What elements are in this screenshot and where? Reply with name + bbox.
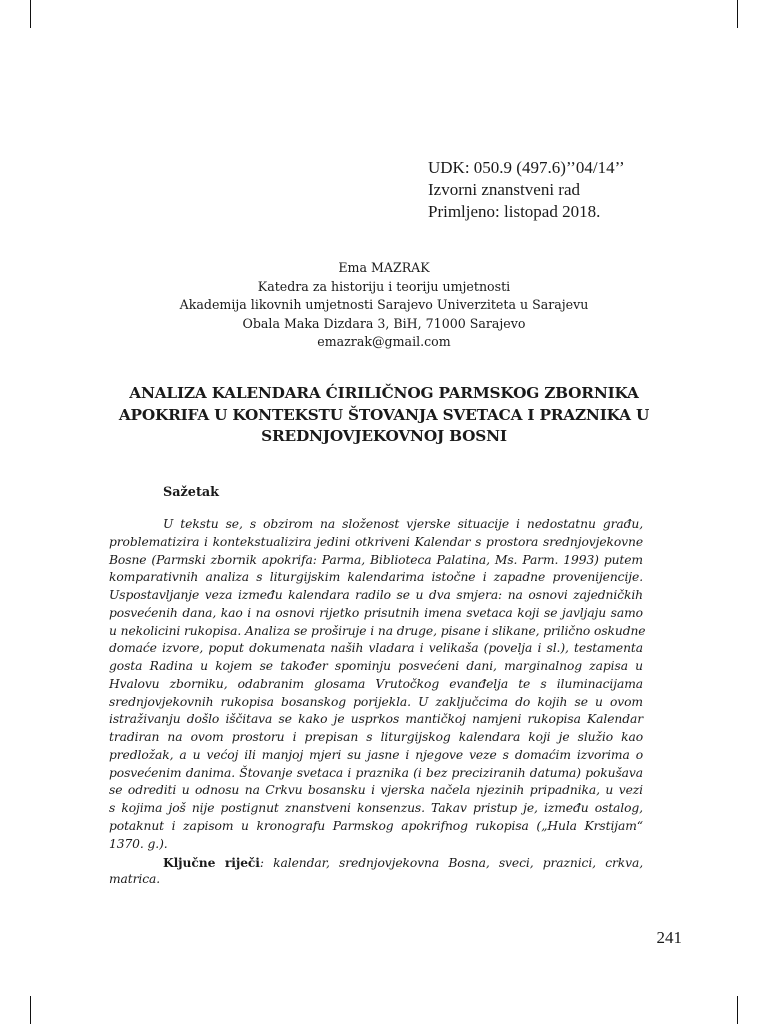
abstract-line: domaće izvore, poput dokumenata naših vladara i velikaša (povelja i sl.), testamenta [109, 641, 643, 656]
abstract-line: tradiran na ovom prostoru i prepisan s liturgijskog kalendara koji je služio kao [109, 730, 643, 745]
author-email: emazrak@gmail.com [317, 334, 451, 350]
abstract-line: s kojima još nije postignut znanstveni konsenzus. Takav pristup je, između ostalog, [109, 801, 643, 816]
author-department: Katedra za historiju i teoriju umjetnosti [257, 278, 511, 294]
abstract-line: posvećenih dana, kao i na osnovi rijetko prisutnih imena svetaca koji se javljaju samo [109, 605, 643, 620]
received-date: Primljeno: listopad 2018. [428, 202, 601, 221]
title-line: SREDNJOVJEKOVNOJ BOSNI [261, 427, 507, 445]
article-meta [428, 157, 748, 223]
paper-type: Izvorni znanstveni rad [428, 180, 580, 199]
title-line: APOKRIFA U KONTEKSTU ŠTOVANJA SVETACA I PRAZNIKA U [118, 405, 650, 424]
keywords-label: Ključne riječi [163, 854, 260, 870]
abstract-heading: Sažetak [163, 485, 220, 500]
crop-mark-bottom-left [30, 996, 31, 1024]
abstract-line: istraživanju došlo iščitava se kako je usprkos mantičkoj namjeni rukopisa Kalendar [109, 712, 643, 727]
abstract-line: se odrediti u odnosu na Crkvu bosansku i vjerska načela njezinih pripadnika, u vezi [109, 783, 643, 798]
keywords-text: : kalendar, srednjovjekovna Bosna, sveci, praznici, crkva, [259, 855, 643, 870]
abstract-body [109, 516, 646, 889]
crop-mark-top-right [737, 0, 738, 28]
abstract-line: predložak, a u većoj ili manjoj mjeri su jasne i njegove veze s domaćim izvorima o [109, 747, 643, 762]
abstract-line: problematizira i kontekstualizira jedini otkriveni Kalendar s prostora srednjovjekovne [109, 534, 643, 549]
abstract-line: gosta Radina u kojem se također spominju posvećeni dani, marginalnog zapisa u [109, 659, 643, 674]
udk-code: UDK: 050.9 (497.6)’’04/14’’ [428, 158, 625, 177]
crop-mark-top-left [30, 0, 31, 28]
abstract-line: Hvalovu zborniku, odabranim glosama Vrutočkog evanđelja te s iluminacijama [109, 676, 643, 691]
abstract-line: Bosne (Parmski zbornik apokrifa: Parma, Biblioteca Palatina, Ms. Parm. 1993) putem [109, 552, 643, 567]
author-block [84, 259, 684, 352]
abstract-line: Uspostavljanje veza između kalendara radilo se u dva smjera: na osnovi zajedničkih [109, 588, 643, 603]
title-line: ANALIZA KALENDARA ĆIRILIČNOG PARMSKOG ZBORNIKA [129, 384, 639, 402]
abstract-line: U tekstu se, s obzirom na složenost vjerske situacije i nedostatnu građu, [163, 517, 643, 531]
abstract-line: srednjovjekovnih rukopisa bosanskog porijekla. U zaključcima do kojih se u ovom [109, 694, 643, 709]
author-institution: Akademija likovnih umjetnosti Sarajevo Univerziteta u Sarajevu [179, 297, 589, 313]
crop-mark-bottom-right [737, 996, 738, 1024]
article-title [90, 383, 678, 448]
author-name: Ema MAZRAK [338, 260, 430, 275]
keywords-line [109, 854, 643, 872]
keywords-line-end: matrica. [109, 872, 161, 887]
abstract-line: u nekolicini rukopisa. Analiza se proširuje i na druge, pisane i slikane, prilično oskudne [109, 623, 646, 638]
abstract-line: 1370. g.). [109, 836, 168, 851]
page-number: 241 [656, 928, 682, 947]
abstract-line: posvećenim danima. Štovanje svetaca i praznika (i bez preciziranih datuma) pokušava [109, 765, 643, 780]
author-address: Obala Maka Dizdara 3, BiH, 71000 Sarajevo [242, 315, 526, 331]
abstract-line: komparativnih analiza s liturgijskim kalendarima istočne i zapadne provenijencije. [109, 570, 643, 585]
abstract-line: potaknut i zapisom u kronografu Parmskog apokrifnog rukopisa („Hula Krstijam“ [109, 819, 643, 834]
